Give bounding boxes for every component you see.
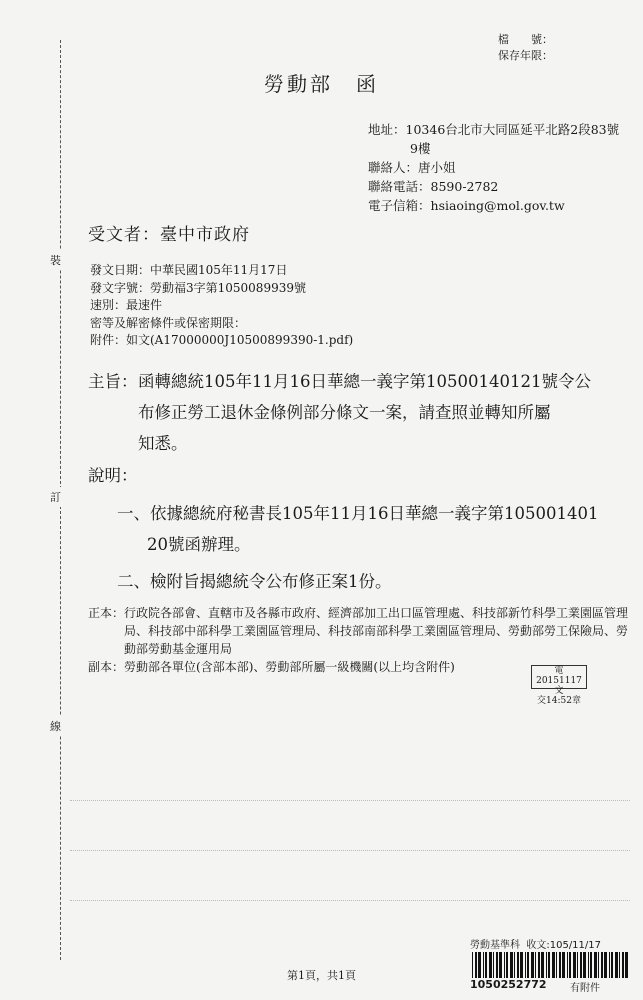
barcode-bar bbox=[598, 952, 599, 978]
barcode-bar bbox=[601, 952, 603, 978]
barcode-bar bbox=[556, 952, 557, 978]
phone-label: 聯絡電話： bbox=[368, 179, 431, 194]
barcode-bar bbox=[527, 952, 529, 978]
barcode-bar bbox=[577, 952, 578, 978]
barcode-bar bbox=[573, 952, 576, 978]
stamp-line-1: 電20151117文 bbox=[536, 666, 582, 696]
barcode-bar bbox=[559, 952, 561, 978]
barcode-bar bbox=[510, 952, 513, 978]
barcode-bar bbox=[520, 952, 523, 978]
main-recipients bbox=[88, 604, 640, 658]
phone-number: 8590-2782 bbox=[430, 179, 499, 194]
email-address: hsiaoing@mol.gov.tw bbox=[430, 198, 565, 213]
barcode-bar bbox=[622, 952, 624, 978]
subject-line-2: 布修正勞工退休金條例部分條文一案，請查照並轉知所屬 bbox=[138, 403, 551, 422]
contact-name: 唐小姐 bbox=[418, 160, 456, 175]
receipt-date: 收文:105/11/17 bbox=[526, 940, 602, 951]
barcode-bar bbox=[562, 952, 565, 978]
barcode-bar bbox=[531, 952, 534, 978]
barcode-bar bbox=[583, 952, 586, 978]
barcode-bar bbox=[619, 952, 620, 978]
main-recipients-text: 行政院各部會、直轄市及各縣市政府、經濟部加工出口區管理處、科技部新竹科學工業園區管理局、科技部中部科學工業園區管理局、科技部南部科學工業園區管理局、勞動部勞工保險局、勞動部勞動基金運用局 bbox=[124, 606, 629, 656]
file-number-label: 檔 號： bbox=[498, 33, 553, 46]
barcode-bar bbox=[499, 952, 502, 978]
barcode-bar bbox=[489, 952, 492, 978]
barcode-bar bbox=[541, 952, 544, 978]
copy-recipients-text: 勞動部各單位(含部本部)、勞動部所屬一級機關(以上均含附件) bbox=[124, 660, 455, 674]
barcode-bar bbox=[615, 952, 618, 978]
faint-dots-1 bbox=[70, 800, 630, 801]
contact-label: 聯絡人： bbox=[368, 160, 419, 175]
barcode-bar bbox=[538, 952, 540, 978]
barcode-bar bbox=[590, 952, 592, 978]
faint-dots-3 bbox=[70, 900, 630, 901]
barcode-bar bbox=[552, 952, 555, 978]
explanation-item-1-line-1: 一、依據總統府秘書長105年11月16日華總一義字第105001401 bbox=[117, 504, 599, 523]
address-line2: 9樓 bbox=[410, 141, 431, 156]
secrecy-terms: 密等及解密條件或保密期限： bbox=[90, 315, 247, 330]
barcode-bar bbox=[525, 952, 526, 978]
barcode-bar bbox=[569, 952, 571, 978]
barcode-bar bbox=[504, 952, 505, 978]
address-label: 地址： bbox=[368, 122, 406, 137]
barcode-bar bbox=[472, 952, 473, 978]
receipt-dept: 勞動基準科 bbox=[470, 940, 520, 951]
dispatch-stamp bbox=[531, 665, 587, 706]
document-meta bbox=[90, 262, 353, 350]
barcode-bar bbox=[475, 952, 477, 978]
barcode-bar bbox=[609, 952, 610, 978]
stamp-line-2: 交14:52章 bbox=[537, 696, 581, 706]
barcode-bar bbox=[604, 952, 607, 978]
address-line1: 10346台北市大同區延平北路2段83號 bbox=[405, 122, 620, 137]
barcode-bar bbox=[496, 952, 498, 978]
barcode-bar bbox=[548, 952, 550, 978]
barcode bbox=[470, 952, 630, 978]
barcode-bar bbox=[506, 952, 508, 978]
document-title: 勞動部 函 bbox=[264, 72, 379, 96]
receipt-attachment: 有附件 bbox=[570, 983, 600, 994]
barcode-bar bbox=[611, 952, 613, 978]
barcode-bar bbox=[625, 952, 628, 978]
barcode-bar bbox=[580, 952, 582, 978]
retention-label: 保存年限： bbox=[498, 49, 553, 62]
subject-heading: 主旨： bbox=[88, 372, 138, 391]
document-number: 發文字號：勞動福3字第1050089939號 bbox=[90, 280, 306, 295]
receipt-number: 1050252772 bbox=[470, 978, 547, 991]
receipt-label bbox=[470, 936, 635, 994]
page-number: 第1頁，共1頁 bbox=[287, 969, 356, 982]
explanation-item-1-line-2: 20號函辦理。 bbox=[147, 535, 251, 554]
issue-date: 發文日期：中華民國105年11月17日 bbox=[90, 263, 288, 277]
subject-line-3: 知悉。 bbox=[138, 434, 188, 453]
recipient: 受文者：臺中市政府 bbox=[88, 225, 250, 245]
binding-mark-zhuang: 裝 bbox=[50, 250, 61, 270]
explanation-heading: 說明： bbox=[88, 466, 138, 485]
binding-mark-xian: 線 bbox=[50, 716, 61, 736]
email-label: 電子信箱： bbox=[368, 198, 431, 213]
barcode-bar bbox=[588, 952, 589, 978]
file-meta bbox=[498, 32, 553, 64]
barcode-bar bbox=[485, 952, 487, 978]
barcode-bar bbox=[535, 952, 536, 978]
barcode-bar bbox=[514, 952, 515, 978]
sender-info bbox=[368, 120, 619, 215]
barcode-bar bbox=[478, 952, 481, 978]
main-recipients-label: 正本： bbox=[88, 606, 125, 620]
barcode-bar bbox=[546, 952, 547, 978]
explanation-item-2: 二、檢附旨揭總統令公布修正案1份。 bbox=[117, 572, 392, 591]
faint-dots-2 bbox=[70, 850, 630, 851]
barcode-bar bbox=[483, 952, 484, 978]
barcode-bar bbox=[517, 952, 519, 978]
subject-line-1: 函轉總統105年11月16日華總一義字第10500140121號令公 bbox=[138, 372, 591, 391]
attachment-info: 附件：如文(A17000000J10500899390-1.pdf) bbox=[90, 333, 354, 347]
barcode-bar bbox=[567, 952, 568, 978]
copy-recipients-label: 副本： bbox=[88, 660, 125, 674]
barcode-bar bbox=[594, 952, 597, 978]
explanation-item-1 bbox=[117, 498, 598, 560]
barcode-bar bbox=[493, 952, 494, 978]
binding-mark-ding: 訂 bbox=[50, 487, 61, 507]
speed-class: 速別：最速件 bbox=[90, 298, 163, 312]
